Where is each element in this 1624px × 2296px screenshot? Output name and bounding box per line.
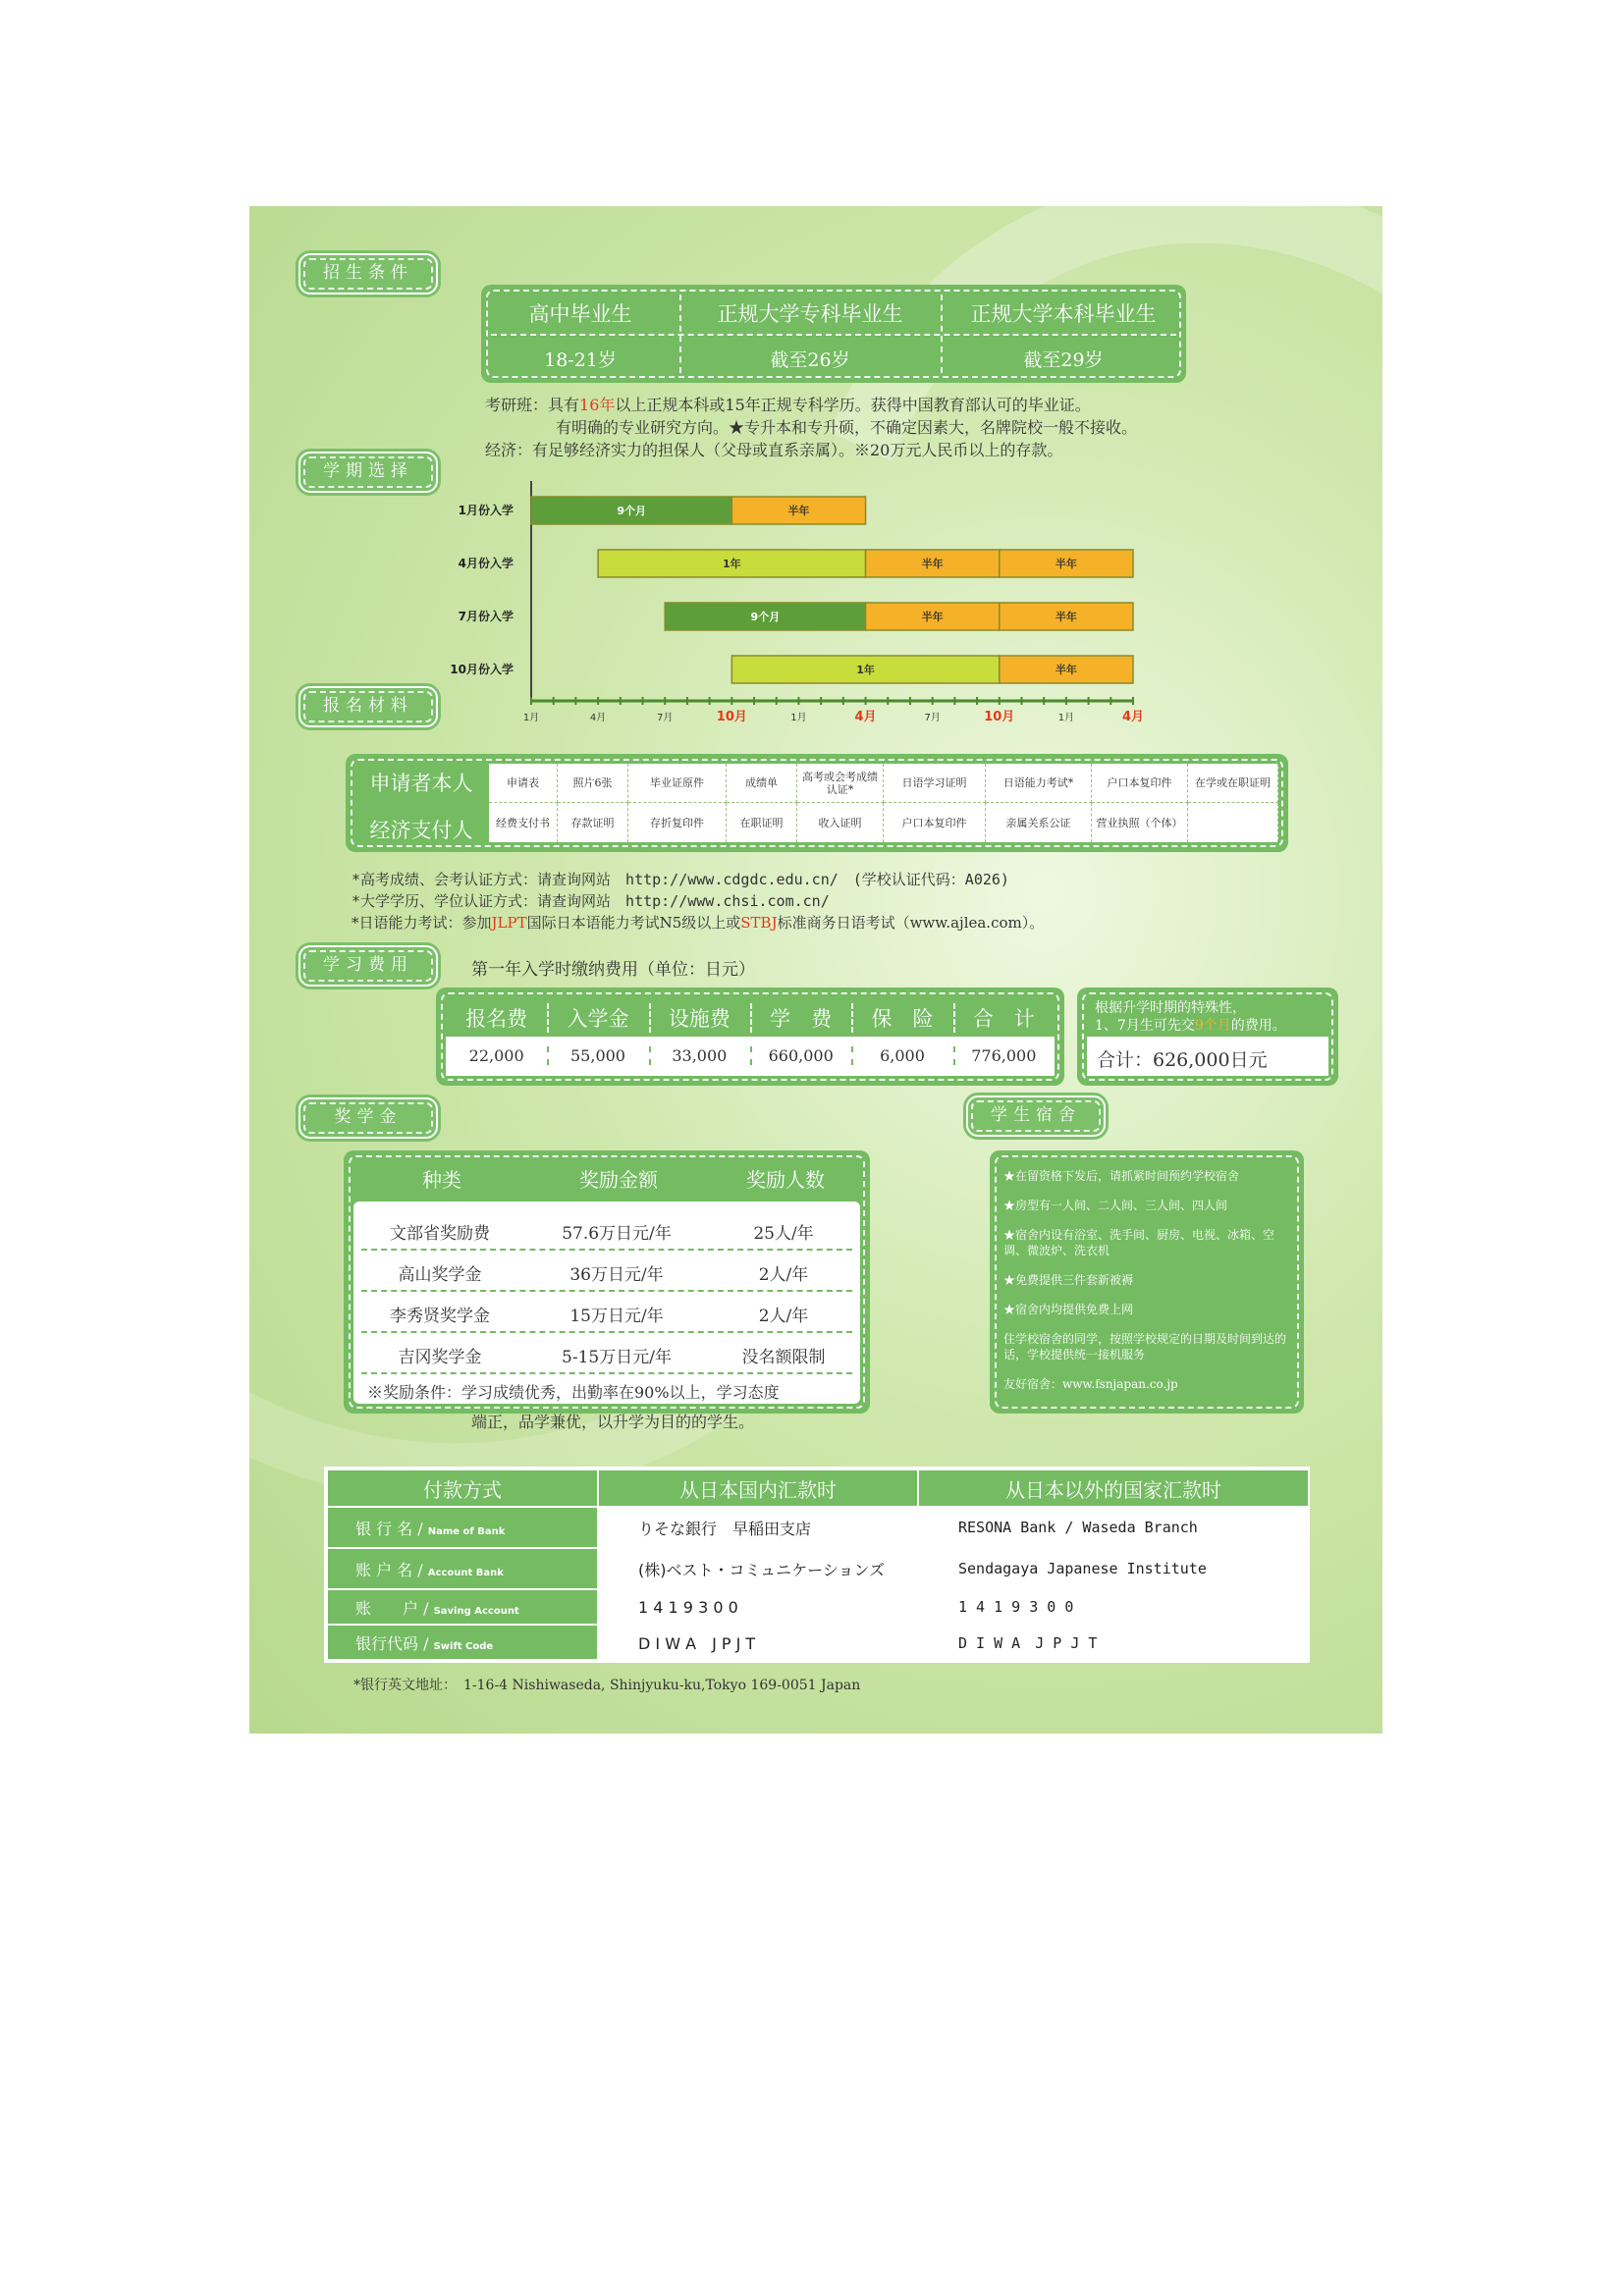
chart-bar-label: 9个月 — [617, 505, 646, 517]
chart-row-label: 7月份入学 — [458, 610, 514, 623]
bank-row — [327, 1625, 1309, 1660]
poster — [249, 206, 1382, 1734]
bank-header: 付款方式 — [327, 1469, 598, 1507]
scholarship-row — [361, 1333, 852, 1374]
scholarship-cell: 高山奖学金 — [398, 1265, 482, 1285]
bank-address: *银行英文地址： 1-16-4 Nishiwaseda, Shinjyuku-ku,Tokyo 169-0051 Japan — [353, 1678, 861, 1693]
material-item: 在学或在职证明 — [1188, 764, 1278, 803]
chart-tick-label: 4月 — [854, 710, 877, 724]
fees-header: 入学金 — [547, 1003, 650, 1033]
bank-row-label — [327, 1589, 598, 1625]
fees-header: 合 计 — [972, 1007, 1035, 1031]
fees-special-note: 1、7月生可先交9个月的费用。 — [1095, 1018, 1286, 1034]
section-tag-fees: 学习费用 — [298, 945, 438, 987]
bank-label-sep: / — [412, 1560, 428, 1579]
chart-bar-label: 9个月 — [750, 611, 781, 623]
admission-note: 有明确的专业研究方向。★专升本和专升硕，不确定因素大，名牌院校一般不接收。 — [556, 418, 1138, 437]
materials-grid — [489, 764, 1278, 842]
bank-label-cn: 账 户 名 — [355, 1560, 413, 1579]
material-item: 日语能力考试* — [986, 764, 1092, 803]
scholarship-cell: 25人/年 — [753, 1224, 814, 1244]
admission-header: 正规大学专科毕业生 — [717, 302, 903, 326]
material-item: 户口本复印件 — [1092, 764, 1188, 803]
admission-age: 18-21岁 — [544, 349, 617, 371]
bank-label-en: Name of Bank — [427, 1525, 506, 1537]
fees-special-box — [1077, 988, 1338, 1086]
scholarship-header: 奖励金额 — [579, 1168, 658, 1192]
bank-label-sep: / — [418, 1633, 434, 1653]
materials-note: *高考成绩、会考认证方式：请查询网站 http://www.cdgdc.edu.cn/ (学校认证代码：A026) — [352, 871, 1009, 888]
bank-label-cn: 银行代码 — [355, 1633, 419, 1653]
bank-label-en: Account Bank — [427, 1567, 504, 1578]
chart-row-label: 10月份入学 — [450, 663, 514, 676]
scholarship-cell: 文部省奖励费 — [390, 1224, 490, 1244]
bank-domestic-value: 1 4 1 9 3 0 0 — [598, 1589, 918, 1625]
scholarship-cell: 36万日元/年 — [569, 1265, 664, 1285]
fees-header: 学 费 — [750, 1003, 853, 1033]
chart-tick-label: 1月 — [522, 713, 540, 723]
fees-value: 22,000 — [446, 1046, 549, 1065]
section-tag-term: 学期选择 — [298, 452, 438, 493]
term-gantt-chart — [249, 206, 1382, 756]
bank-label-cn: 银 行 名 — [355, 1519, 413, 1538]
bank-label-sep: / — [412, 1519, 428, 1538]
chart-bar-label: 半年 — [1055, 664, 1077, 676]
bank-row-label — [327, 1507, 598, 1548]
fees-caption: 第一年入学时缴纳费用（单位：日元） — [471, 960, 755, 980]
materials-table — [346, 754, 1288, 852]
chart-tick-label: 10月 — [716, 710, 747, 724]
admission-age: 截至26岁 — [770, 349, 850, 371]
material-item: 亲属关系公证 — [986, 803, 1092, 842]
dorm-box — [990, 1150, 1304, 1414]
scholarship-cell: 2人/年 — [758, 1265, 809, 1285]
dorm-item: ★宿舍内均提供免费上网 — [1003, 1303, 1134, 1316]
material-item: 营业执照（个体） — [1092, 803, 1188, 842]
chart-tick-label: 1月 — [1057, 713, 1075, 723]
bank-domestic-value: りそな銀行 早稲田支店 — [598, 1507, 918, 1548]
scholarship-table — [344, 1150, 870, 1431]
bank-row-label — [327, 1548, 598, 1589]
material-item: 高考或会考成绩认证* — [797, 764, 884, 803]
scholarship-row — [361, 1209, 852, 1251]
chart-tick-label: 1月 — [790, 713, 807, 723]
material-item: 收入证明 — [797, 803, 884, 842]
material-item: 户口本复印件 — [884, 803, 986, 842]
dorm-item: ★房型有一人间、二人间、三人间、四人间 — [1003, 1199, 1228, 1212]
fees-value: 33,000 — [649, 1046, 752, 1065]
materials-row-label: 申请者本人 — [369, 772, 473, 795]
admission-note: 经济：有足够经济实力的担保人（父母或直系亲属）。※20万元人民币以上的存款。 — [485, 441, 1063, 459]
chart-tick-label: 10月 — [984, 710, 1015, 724]
bank-table — [324, 1467, 1310, 1663]
chart-row-label: 1月份入学 — [458, 504, 514, 517]
bank-label-cn: 账 户 — [355, 1598, 419, 1618]
section-tag-materials: 报名材料 — [298, 686, 438, 727]
material-item: 照片6张 — [558, 764, 628, 803]
material-item: 毕业证原件 — [628, 764, 727, 803]
material-item: 经费支付书 — [489, 803, 558, 842]
dorm-item: 住学校宿舍的同学，按照学校规定的日期及时间到达的话，学校提供统一接机服务 — [1003, 1332, 1287, 1362]
material-item: 日语学习证明 — [884, 764, 986, 803]
chart-bar-label: 1年 — [856, 664, 875, 676]
scholarship-cell: 没名额限制 — [741, 1348, 826, 1367]
fees-value: 55,000 — [547, 1046, 650, 1065]
chart-tick-label: 7月 — [924, 713, 941, 723]
bank-label-sep: / — [418, 1598, 434, 1618]
bank-row — [327, 1507, 1309, 1548]
bank-domestic-value: (株)ベスト・コミュニケーションズ — [598, 1548, 918, 1589]
chart-bar-label: 半年 — [1055, 558, 1077, 570]
bank-row — [327, 1589, 1309, 1625]
fees-header: 保 险 — [851, 1003, 954, 1033]
dorm-item: 友好宿舍：www.fsnjapan.co.jp — [1003, 1377, 1178, 1391]
materials-note: *日语能力考试：参加JLPT国际日本语能力考试N5级以上或STBJ标准商务日语考试（www.ajlea.com）。 — [352, 914, 1045, 932]
dorm-item: ★宿舍内设有浴室、洗手间、厨房、电视、冰箱、空调、微波炉、洗衣机 — [1003, 1228, 1275, 1257]
scholarship-header: 种类 — [422, 1168, 461, 1192]
bank-overseas-value: 1 4 1 9 3 0 0 — [918, 1589, 1309, 1625]
materials-note: *大学学历、学位认证方式：请查询网站 http://www.chsi.com.cn/ — [352, 892, 830, 910]
bank-overseas-value: D I W A J P J T — [918, 1625, 1309, 1660]
bank-row-label — [327, 1625, 598, 1660]
scholarship-cell: 吉冈奖学金 — [398, 1348, 482, 1367]
scholarship-cell: 李秀贤奖学金 — [390, 1307, 490, 1326]
fees-value: 660,000 — [750, 1046, 853, 1065]
chart-bar-label: 半年 — [921, 611, 944, 623]
admission-age: 截至29岁 — [1023, 349, 1104, 371]
material-item: 在职证明 — [727, 803, 797, 842]
bank-header: 从日本国内汇款时 — [598, 1469, 918, 1507]
fees-table — [436, 988, 1064, 1086]
scholarship-cell: 2人/年 — [758, 1307, 809, 1326]
chart-bar-label: 半年 — [921, 558, 944, 570]
chart-tick-label: 4月 — [1121, 710, 1145, 724]
scholarship-row — [361, 1292, 852, 1333]
dorm-item: ★免费提供三件套新被褥 — [1003, 1273, 1134, 1287]
chart-bar-label: 半年 — [1055, 611, 1077, 623]
admission-note: 考研班：具有16年以上正规本科或15年正规专科学历。获得中国教育部认可的毕业证。 — [485, 396, 1091, 414]
materials-row-label: 经济支付人 — [369, 819, 473, 842]
fees-header: 报名费 — [446, 1003, 549, 1033]
scholarship-cell: 15万日元/年 — [569, 1307, 664, 1326]
section-tag-scholarship: 奖学金 — [298, 1097, 438, 1139]
bank-header: 从日本以外的国家汇款时 — [918, 1469, 1309, 1507]
bank-overseas-value: RESONA Bank / Waseda Branch — [918, 1507, 1309, 1548]
material-item: 成绩单 — [727, 764, 797, 803]
fees-special-total: 合计：626,000日元 — [1087, 1037, 1328, 1076]
chart-row-label: 4月份入学 — [458, 557, 514, 570]
admission-header: 正规大学本科毕业生 — [970, 302, 1157, 326]
scholarship-cell: 57.6万日元/年 — [562, 1224, 672, 1244]
bank-label-en: Swift Code — [433, 1640, 494, 1652]
bank-domestic-value: D I W A J P J T — [598, 1625, 918, 1660]
section-tag-admission: 招生条件 — [298, 253, 438, 294]
fees-value: 776,000 — [971, 1046, 1037, 1065]
bank-row — [327, 1548, 1309, 1589]
fees-values-row — [446, 1037, 1055, 1076]
bank-overseas-value: Sendagaya Japanese Institute — [918, 1548, 1309, 1589]
chart-bar-label: 1年 — [723, 558, 741, 570]
scholarship-condition: 端正，品学兼优，以升学为目的的学生。 — [471, 1413, 755, 1431]
scholarship-condition: ※奖励条件：学习成绩优秀，出勤率在90%以上，学习态度 — [367, 1383, 780, 1402]
material-item: 存折复印件 — [628, 803, 727, 842]
material-item: 存款证明 — [558, 803, 628, 842]
fees-special-note: 根据升学时期的特殊性， — [1095, 1000, 1246, 1016]
scholarship-row — [361, 1251, 852, 1292]
chart-tick-label: 7月 — [657, 713, 674, 723]
chart-bar-label: 半年 — [787, 505, 810, 517]
chart-tick-label: 4月 — [589, 713, 607, 723]
bank-label-en: Saving Account — [433, 1605, 519, 1617]
dorm-item: ★在留资格下发后，请抓紧时间预约学校宿舍 — [1003, 1169, 1240, 1183]
fees-header: 设施费 — [649, 1003, 752, 1033]
scholarship-cell: 5-15万日元/年 — [562, 1348, 672, 1367]
material-item — [1188, 803, 1278, 842]
material-item: 申请表 — [489, 764, 558, 803]
scholarship-header: 奖励人数 — [746, 1168, 825, 1192]
admission-header: 高中毕业生 — [528, 302, 632, 326]
section-tag-dorm: 学生宿舍 — [966, 1095, 1106, 1137]
fees-value: 6,000 — [851, 1046, 954, 1065]
